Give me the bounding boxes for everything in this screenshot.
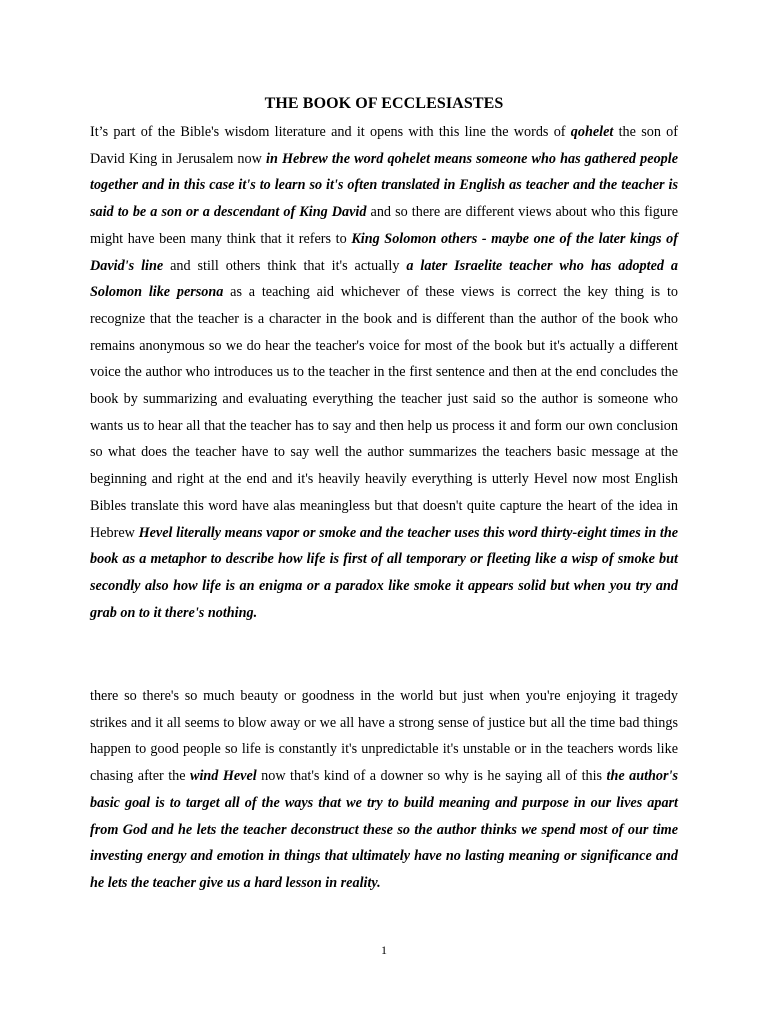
text-segment: and still others think that it's actually — [163, 257, 407, 274]
text-segment: and so there are different views about who this figure might have been many think that it refers to — [90, 204, 678, 247]
emphasized-text: King Solomon others - maybe one of the later kings of David's line — [90, 230, 679, 274]
page-number: 1 — [381, 943, 387, 957]
text-segment: now that's kind of a downer so why is he saying all of this — [256, 768, 607, 785]
emphasized-text: wind Hevel — [190, 768, 257, 785]
emphasized-text: the author's basic goal is to target all of the ways that we try to build meaning and purpose in our lives apart from God and he lets the teacher deconstruct these so the author thinks we spend most of our time investing energy and emotion in things that ultimately have no lasting meaning or significance and he lets the teacher give us a hard lesson in reality. — [90, 768, 679, 891]
text-segment: there so there's so much beauty or goodness in the world but just when you're enjoying it tragedy strikes and it all seems to blow away or we all have a strong sense of justice but all the time bad things happen to good people so life is constantly it's unpredictable it's unstable or in the teachers words like chasing after the — [90, 688, 678, 785]
text-segment: the son of David King in Jerusalem now — [90, 124, 678, 167]
emphasized-text: Hevel literally means vapor or smoke and the teacher uses this word thirty-eight times in the book as a metaphor to describe how life is first of all temporary or fleeting like a wisp of smoke but secondly also how life is an enigma or a paradox like smoke it appears solid but when you try and grab on to it there's nothing. — [90, 524, 679, 621]
body-paragraph-2 — [90, 683, 678, 897]
text-segment: as a teaching aid whichever of these views is correct the key thing is to recognize that the teacher is a character in the book and is different than the author of the book who remains anonymous so we do hear the teacher's voice for most of the book but it's actually a different voice the author who introduces us to the teacher in the first sentence and then at the end concludes the book by summarizing and evaluating everything the teacher just said so the author is someone who wants us to hear all that the teacher has to say and then help us process it and form our own conclusion so what does the teacher have to say well the author summarizes the teachers basic message at the beginning and right at the end and it's heavily heavily everything is utterly Hevel now most English Bibles translate this word have alas meaningless but that doesn't quite capture the heart of the idea in Hebrew — [90, 284, 679, 541]
text-segment: It’s part of the Bible's wisdom literature and it opens with this line the words of — [90, 124, 571, 140]
emphasized-text: in Hebrew the word qohelet means someone who has gathered people together and in this case it's to learn so it's often translated in English as teacher and the teacher is said to be a son or a descendant of King David — [90, 150, 678, 221]
body-paragraph-1 — [90, 119, 678, 626]
emphasized-text: a later Israelite teacher who has adopted a Solomon like persona — [90, 257, 678, 301]
document-title: THE BOOK OF ECCLESIASTES — [264, 95, 504, 112]
emphasized-text: qohelet — [570, 124, 614, 140]
